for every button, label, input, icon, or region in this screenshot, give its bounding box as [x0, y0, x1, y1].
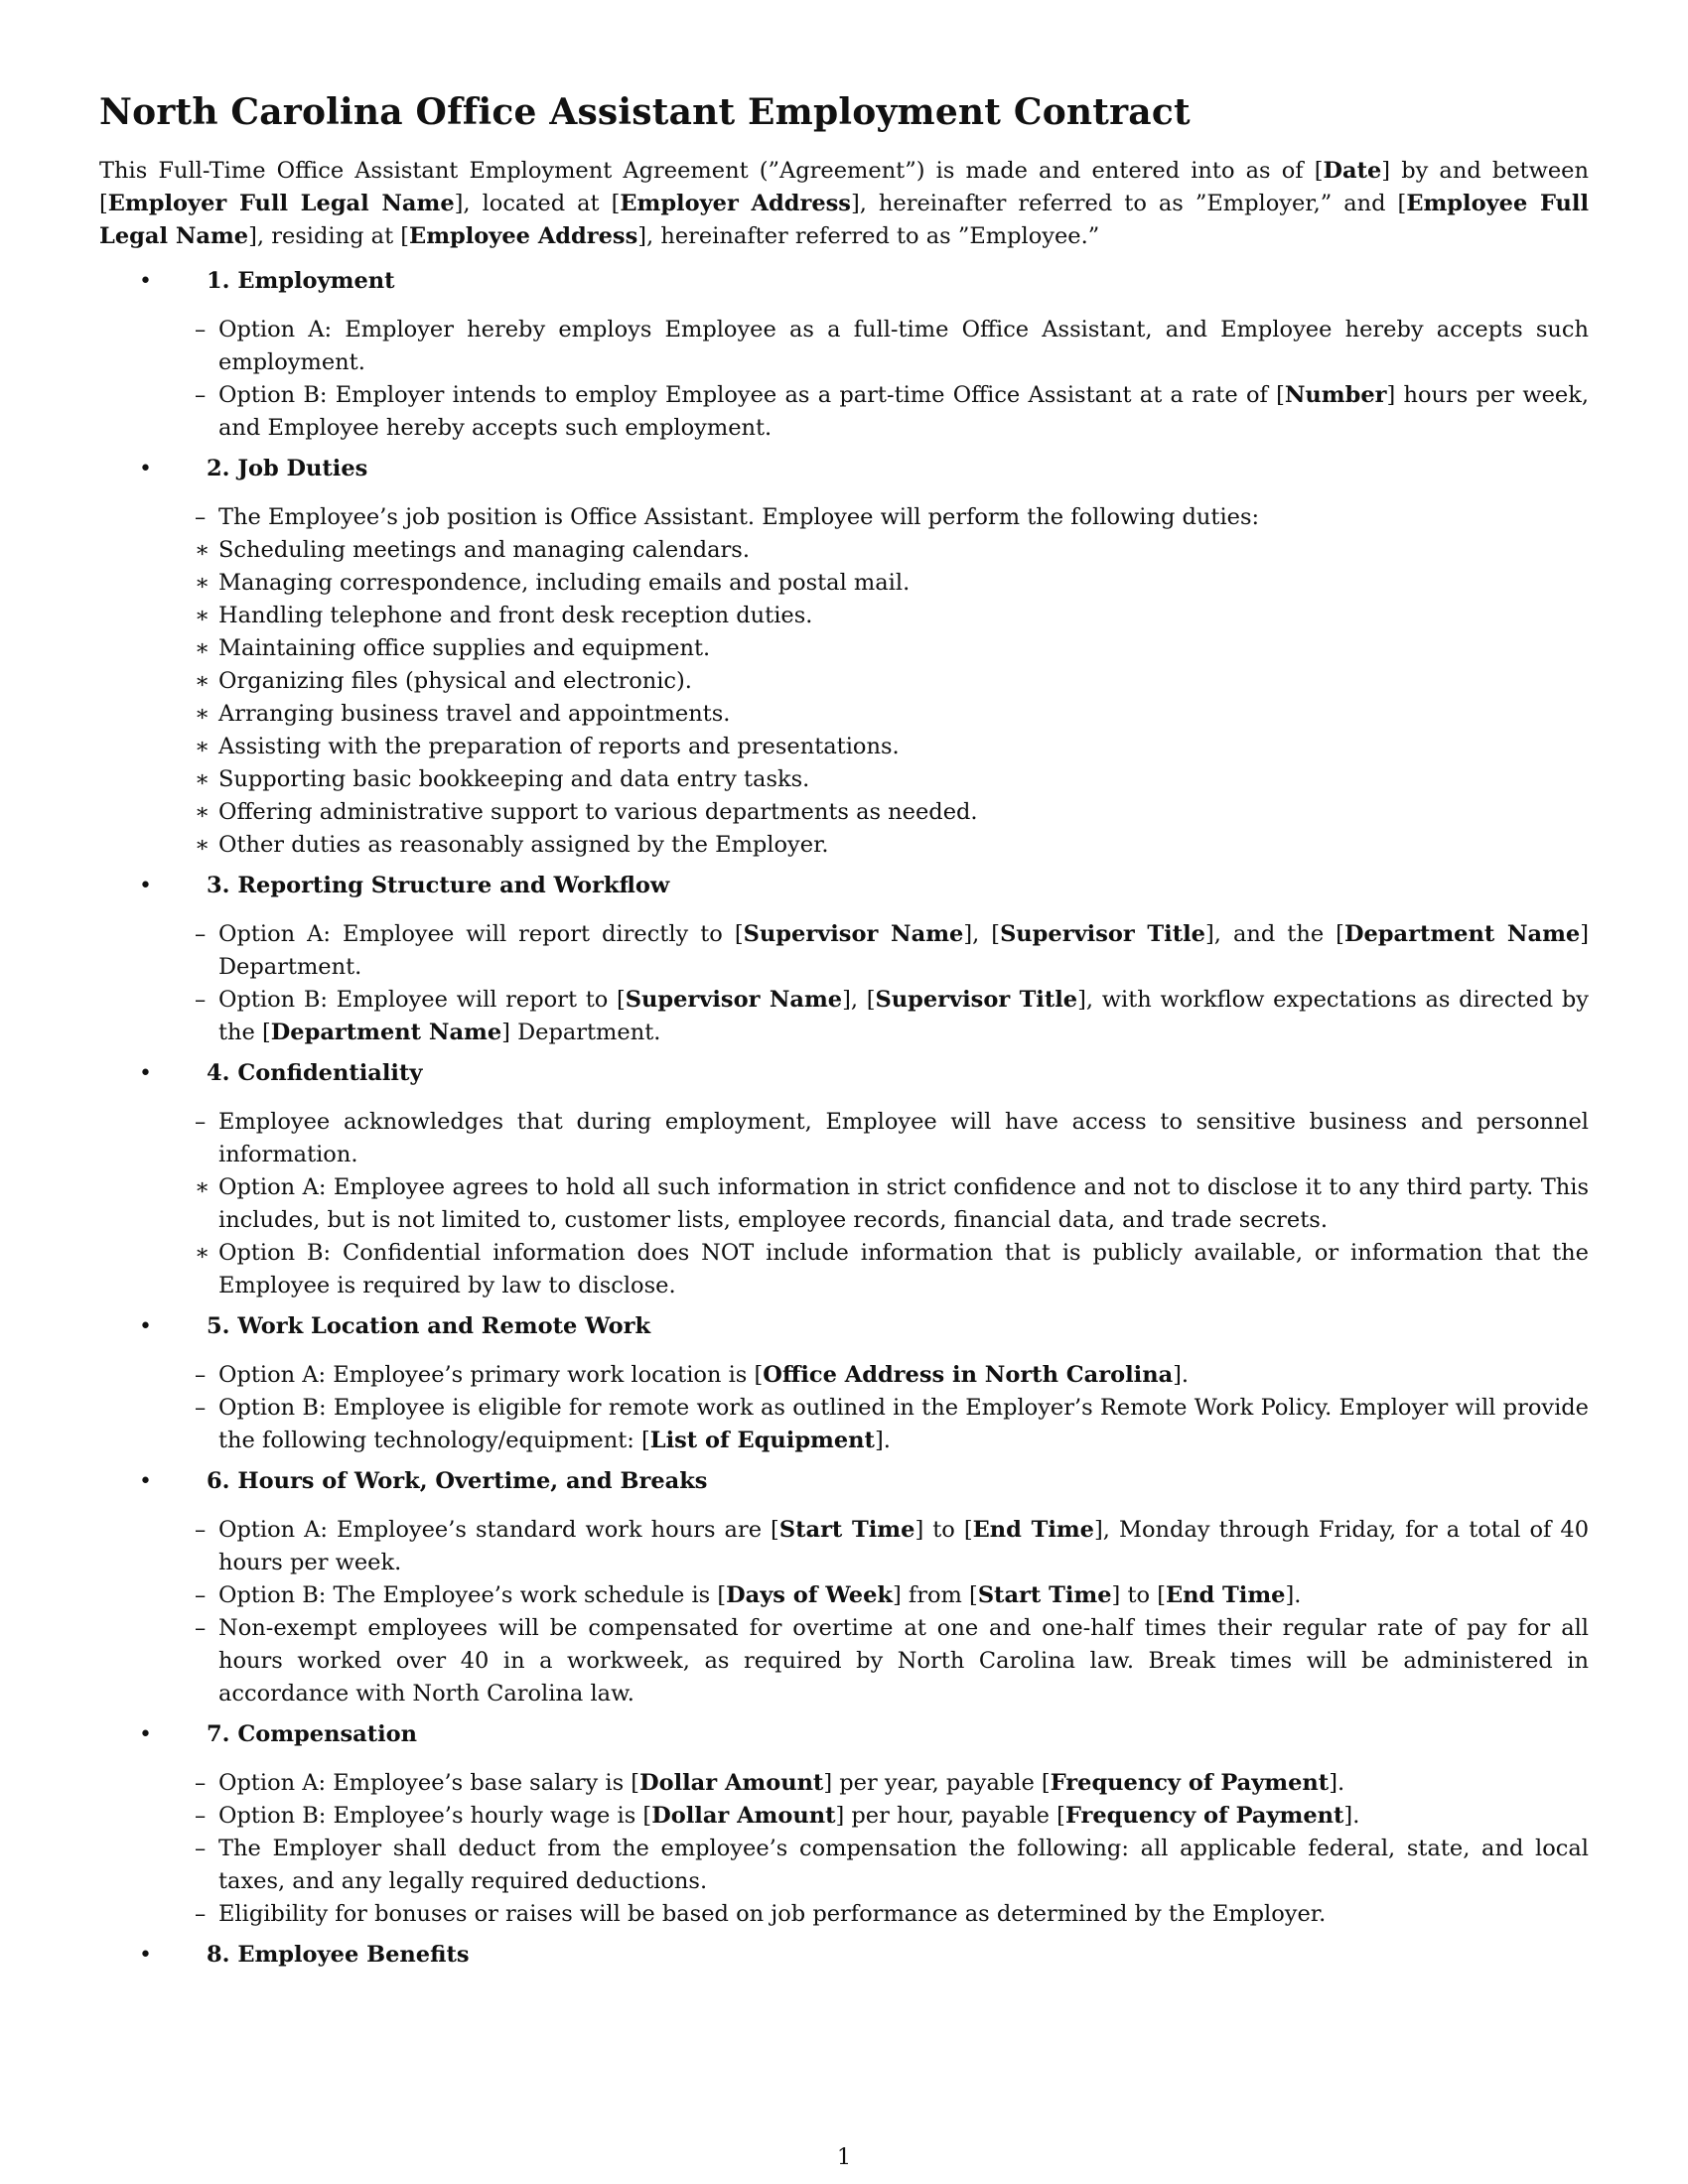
section-title: • 7. Compensation	[207, 1721, 418, 1747]
sub-item: ∗ Option A: Employee agrees to hold all such information in strict confidence and not to disclose it to any third party. This includes, but is not limited to, customer lists, employee records, financial data, and trade secrets.	[167, 1171, 1589, 1237]
placeholder-date: Date	[1323, 158, 1382, 184]
placeholder-employer-address: Employer Address	[620, 191, 851, 216]
duty-item: ∗ Assisting with the preparation of reports and presentations.	[167, 731, 1589, 763]
duty-item: ∗ Handling telephone and front desk reception duties.	[167, 600, 1589, 632]
duty-item: ∗ Offering administrative support to various departments as needed.	[167, 796, 1589, 829]
duty-item: ∗ Managing correspondence, including emails and postal mail.	[167, 567, 1589, 600]
section-title: • 3. Reporting Structure and Workflow	[207, 873, 670, 898]
section-job-duties	[99, 453, 1589, 862]
document-page	[99, 91, 1589, 1979]
list-item: – Option A: Employee’s base salary is [Dollar Amount] per year, payable [Frequency of Payment].	[99, 1767, 1589, 1800]
intro-paragraph: This Full-Time Office Assistant Employment Agreement (”Agreement”) is made and entered into as of [Date] by and between [Employer Full Legal Name], located at [Employer Address], hereinafter referred to as ”Employer,” and [Employee Full Legal Name], residing at [Employee Address], hereinafter referred to as ”Employee.”	[99, 158, 1590, 249]
section-reporting-structure	[99, 870, 1589, 1049]
list-item: – Employee acknowledges that during employment, Employee will have access to sensitive business and personnel information. ∗ Option A: Employee agrees to hold all such information in strict confidence and not to disclose it to any third party. This includes, but is not limited to, customer lists, employee records, financial data, and trade secrets. ∗ Option B: Confidential information does NOT include information that is publicly available, or information that the Employee is required by law to disclose.	[99, 1106, 1589, 1302]
list-item: – Option A: Employee’s standard work hours are [Start Time] to [End Time], Monday through Friday, for a total of 40 hours per week.	[99, 1514, 1589, 1579]
section-work-location	[99, 1310, 1589, 1457]
placeholder-employee-name: Employee Full Legal Name	[99, 191, 1590, 249]
list-item: – Option A: Employee will report directly to [Supervisor Name], [Supervisor Title], and the [Department Name] Department.	[99, 918, 1589, 984]
section-confidentiality	[99, 1057, 1589, 1302]
section-title: • 8. Employee Benefits	[207, 1942, 470, 1968]
list-item: – Non-exempt employees will be compensated for overtime at one and one-half times their regular rate of pay for all hours worked over 40 in a workweek, as required by North Carolina law. Break times will be administered in accordance with North Carolina law.	[99, 1612, 1589, 1710]
section-title: • 2. Job Duties	[207, 456, 368, 481]
list-item: – Option B: Employee will report to [Supervisor Name], [Supervisor Title], with workflow expectations as directed by the [Department Name] Department.	[99, 984, 1589, 1049]
section-title: • 5. Work Location and Remote Work	[207, 1313, 651, 1339]
section-employee-benefits	[99, 1939, 1589, 1972]
duty-item: ∗ Supporting basic bookkeeping and data entry tasks.	[167, 763, 1589, 796]
list-item: – The Employer shall deduct from the employee’s compensation the following: all applicable federal, state, and local taxes, and any legally required deductions.	[99, 1833, 1589, 1898]
duty-item: ∗ Scheduling meetings and managing calendars.	[167, 534, 1589, 567]
document-title: North Carolina Office Assistant Employment Contract	[99, 91, 1191, 133]
list-item: – The Employee’s job position is Office Assistant. Employee will perform the following duties: ∗ Scheduling meetings and managing calendars. ∗ Managing correspondence, including emails and postal mail. ∗ Handling telephone and front desk reception duties. ∗ Maintaining office supplies and equipment. ∗ Organizing files (physical and electronic). ∗ Arranging business travel and appointments. ∗ Assisting with the preparation of reports and presentations. ∗ Supporting basic bookkeeping and data entry tasks. ∗ Offering administrative support to various departments as needed. ∗ Other duties as reasonably assigned by the Employer.	[99, 501, 1589, 862]
list-item: – Option A: Employer hereby employs Employee as a full-time Office Assistant, and Employee hereby accepts such employment.	[99, 314, 1589, 379]
section-compensation	[99, 1718, 1589, 1931]
duty-item: ∗ Organizing files (physical and electronic).	[167, 665, 1589, 698]
duty-item: ∗ Maintaining office supplies and equipment.	[167, 632, 1589, 665]
section-title: • 4. Confidentiality	[207, 1060, 423, 1086]
duty-item: ∗ Arranging business travel and appointments.	[167, 698, 1589, 731]
section-hours-of-work	[99, 1465, 1589, 1710]
section-list	[99, 265, 1589, 1972]
page-number: 1	[836, 2144, 852, 2170]
list-item: – Option A: Employee’s primary work location is [Office Address in North Carolina].	[99, 1359, 1589, 1392]
section-title: • 1. Employment	[207, 268, 395, 294]
placeholder-employer-name: Employer Full Legal Name	[107, 191, 455, 216]
section-title: • 6. Hours of Work, Overtime, and Breaks	[207, 1468, 708, 1494]
list-item: – Option B: Employee’s hourly wage is [Dollar Amount] per hour, payable [Frequency of Payment].	[99, 1800, 1589, 1833]
list-item: – Option B: Employee is eligible for remote work as outlined in the Employer’s Remote Work Policy. Employer will provide the following technology/equipment: [List of Equipment].	[99, 1392, 1589, 1457]
list-item: – Option B: Employer intends to employ Employee as a part-time Office Assistant at a rate of [Number] hours per week, and Employee hereby accepts such employment.	[99, 379, 1589, 445]
list-item: – Option B: The Employee’s work schedule is [Days of Week] from [Start Time] to [End Time].	[99, 1579, 1589, 1612]
section-employment	[99, 265, 1589, 445]
list-item: – Eligibility for bonuses or raises will be based on job performance as determined by the Employer.	[99, 1898, 1589, 1931]
placeholder-employee-address: Employee Address	[409, 223, 638, 249]
duty-item: ∗ Other duties as reasonably assigned by the Employer.	[167, 829, 1589, 862]
sub-item: ∗ Option B: Confidential information does NOT include information that is publicly available, or information that the Employee is required by law to disclose.	[167, 1237, 1589, 1302]
